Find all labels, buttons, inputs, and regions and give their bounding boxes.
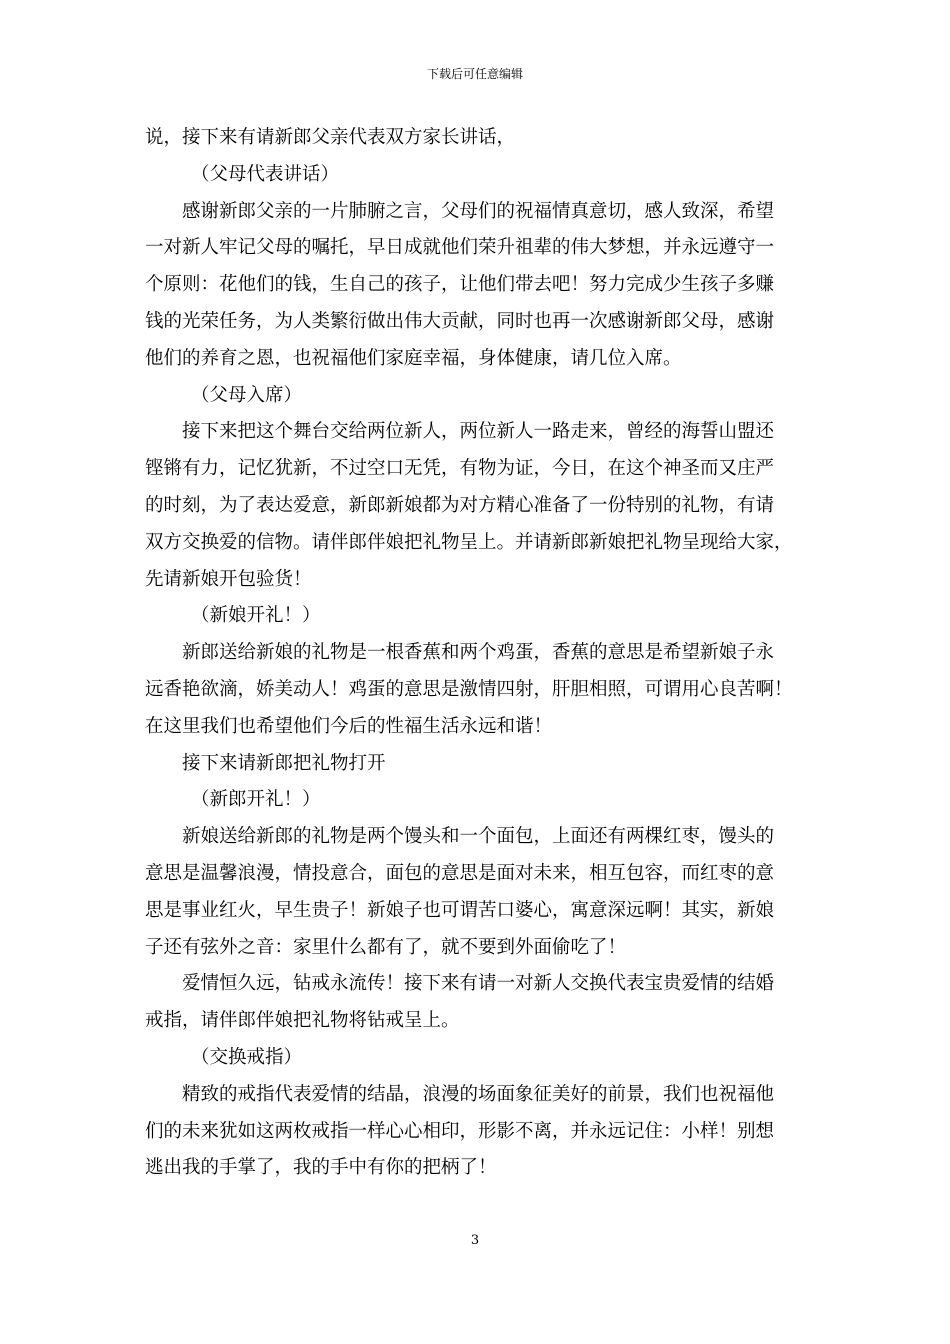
text-line: 双方交换爱的信物。请伴郎伴娘把礼物呈上。并请新郎新娘把礼物呈现给大家， — [145, 531, 793, 553]
text-line: （新娘开礼！） — [191, 605, 321, 627]
stage-direction — [145, 157, 811, 194]
document-body — [145, 120, 811, 1187]
text-line: 在这里我们也希望他们今后的性福生活永远和谐！ — [145, 715, 553, 737]
paragraph — [145, 635, 811, 745]
text-line: 子还有弦外之音：家里什么都有了，就不要到外面偷吃了！ — [145, 936, 627, 958]
text-line: 感谢新郎父亲的一片肺腑之言，父母们的祝福情真意切，感人致深，希望 — [182, 200, 775, 222]
text-line: （交换戒指） — [191, 1046, 303, 1068]
paragraph — [145, 819, 811, 966]
text-line: 远香艳欲滴，娇美动人！鸡蛋的意思是激情四射，肝胆相照，可谓用心良苦啊！ — [145, 678, 793, 700]
text-line: 爱情恒久远，钻戒永流传！接下来有请一对新人交换代表宝贵爱情的结婚 — [182, 973, 775, 995]
text-line: 铿锵有力，记忆犹新，不过空口无凭，有物为证，今日，在这个神圣而又庄严 — [145, 458, 775, 480]
text-line: 的时刻，为了表达爱意，新郎新娘都为对方精心准备了一份特别的礼物，有请 — [145, 494, 775, 516]
page-header: 下载后可任意编辑 — [426, 67, 523, 81]
text-line: 他们的养育之恩，也祝福他们家庭幸福，身体健康，请几位入席。 — [145, 347, 682, 369]
text-line: 个原则：花他们的钱，生自己的孩子，让他们带去吧！努力完成少生孩子多赚 — [145, 274, 775, 296]
text-line: 们的未来犹如这两枚戒指一样心心相印，形影不离，并永远记住：小样！别想 — [145, 1120, 775, 1142]
stage-direction — [145, 782, 811, 819]
text-line: （父母入席） — [191, 384, 303, 406]
paragraph — [145, 746, 811, 783]
text-line: 精致的戒指代表爱情的结晶，浪漫的场面象征美好的前景，我们也祝福他 — [182, 1083, 775, 1105]
text-line: 接下来把这个舞台交给两位新人，两位新人一路走来，曾经的海誓山盟还 — [182, 421, 775, 443]
text-line: 意思是温馨浪漫，情投意合，面包的意思是面对未来，相互包容，而红枣的意 — [145, 862, 775, 884]
text-line: 思是事业红火，早生贵子！新娘子也可谓苦口婆心，寓意深远啊！其实，新娘 — [145, 899, 775, 921]
paragraph — [145, 966, 811, 1040]
text-line: 说，接下来有请新郎父亲代表双方家长讲话， — [145, 127, 516, 148]
stage-direction — [145, 378, 811, 415]
text-line: 一对新人牢记父母的嘱托，早日成就他们荣升祖辈的伟大梦想，并永远遵守一 — [145, 237, 775, 259]
stage-direction — [145, 598, 811, 635]
text-line: 逃出我的手掌了，我的手中有你的把柄了！ — [145, 1157, 497, 1179]
paragraph-continuation — [145, 120, 811, 157]
page-number: 3 — [470, 1233, 480, 1248]
text-line: 钱的光荣任务，为人类繁衍做出伟大贡献，同时也再一次感谢新郎父母，感谢 — [145, 310, 775, 332]
text-line: 新娘送给新郎的礼物是两个馒头和一个面包，上面还有两棵红枣，馒头的 — [182, 826, 775, 848]
text-line: 接下来请新郎把礼物打开 — [182, 752, 386, 774]
text-line: （新郎开礼！） — [191, 789, 321, 811]
text-line: 先请新娘开包验货！ — [145, 568, 312, 590]
paragraph — [145, 414, 811, 598]
text-line: 新郎送给新娘的礼物是一根香蕉和两个鸡蛋，香蕉的意思是希望新娘子永 — [182, 642, 775, 664]
stage-direction — [145, 1040, 811, 1077]
text-line: （父母代表讲话） — [191, 163, 340, 185]
paragraph — [145, 194, 811, 378]
text-line: 戒指，请伴郎伴娘把礼物将钻戒呈上。 — [145, 1010, 460, 1032]
paragraph — [145, 1077, 811, 1187]
